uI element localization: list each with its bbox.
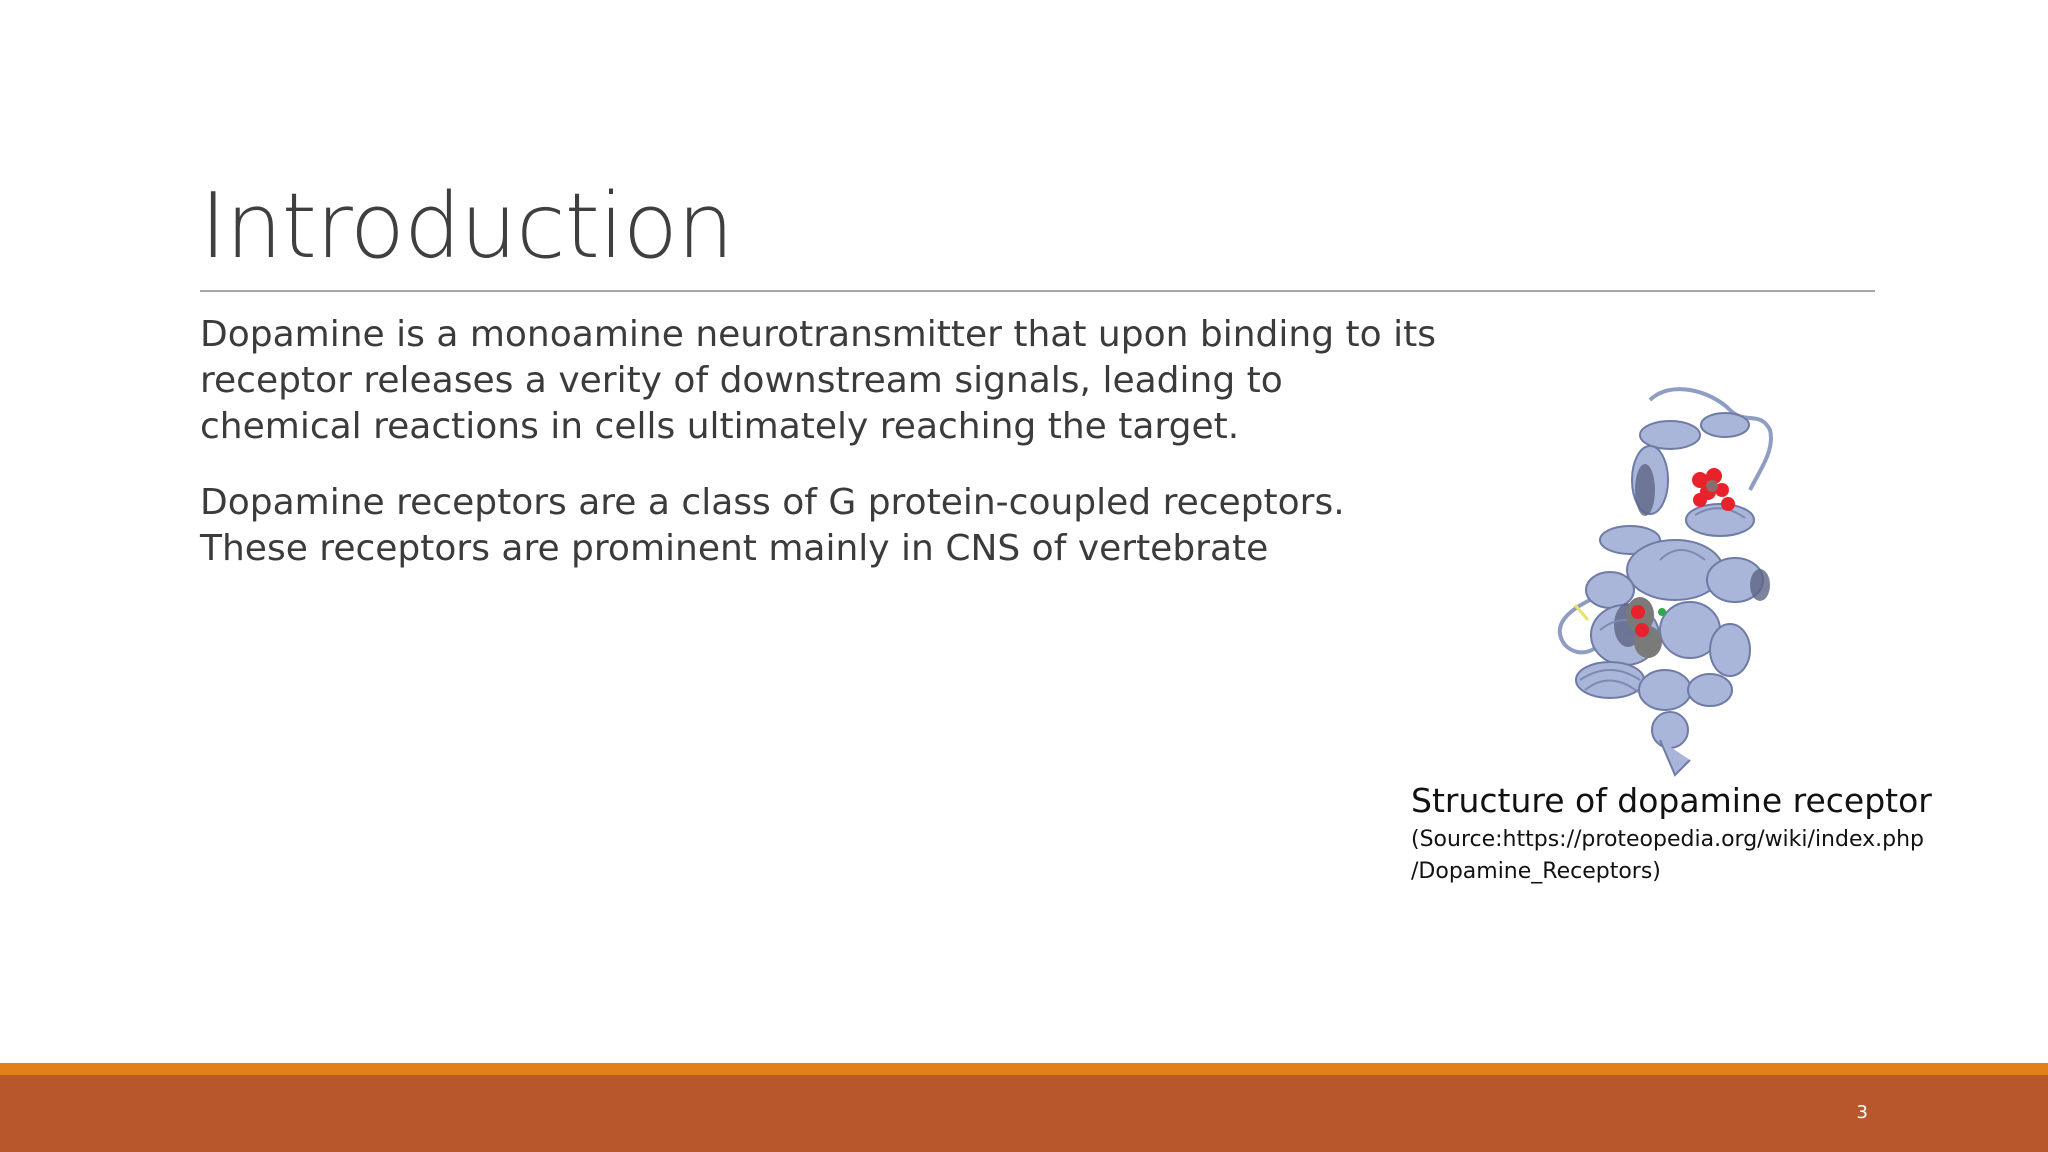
footer-accent-stripe	[0, 1063, 2048, 1075]
figure-caption-title: Structure of dopamine receptor	[1411, 781, 1932, 820]
figure-caption-source-line-1: (Source:https://proteopedia.org/wiki/index.php	[1411, 827, 1924, 852]
paragraph-2	[200, 480, 1410, 572]
protein-structure-icon	[1510, 380, 1810, 780]
figure-caption-source-line-2: /Dopamine_Receptors)	[1411, 859, 1661, 884]
protein-structure-image	[1510, 380, 1810, 780]
paragraph-2-line-1: Dopamine receptors are a class of G protein-coupled receptors.	[200, 482, 1345, 523]
paragraph-1	[200, 312, 1436, 450]
slide-body	[200, 312, 1436, 602]
paragraph-1-line-2: receptor releases a verity of downstream signals, leading to	[200, 360, 1283, 401]
paragraph-1-line-1: Dopamine is a monoamine neurotransmitter that upon binding to its	[200, 314, 1436, 355]
paragraph-2-line-2: These receptors are prominent mainly in CNS of vertebrate	[200, 528, 1269, 569]
slide-title: Introduction	[200, 174, 734, 279]
footer-bar	[0, 1075, 2048, 1152]
figure-caption-source	[1411, 824, 1924, 888]
page-number: 3	[1856, 1102, 1868, 1123]
paragraph-1-line-3: chemical reactions in cells ultimately reaching the target.	[200, 406, 1240, 447]
title-divider	[200, 290, 1875, 292]
